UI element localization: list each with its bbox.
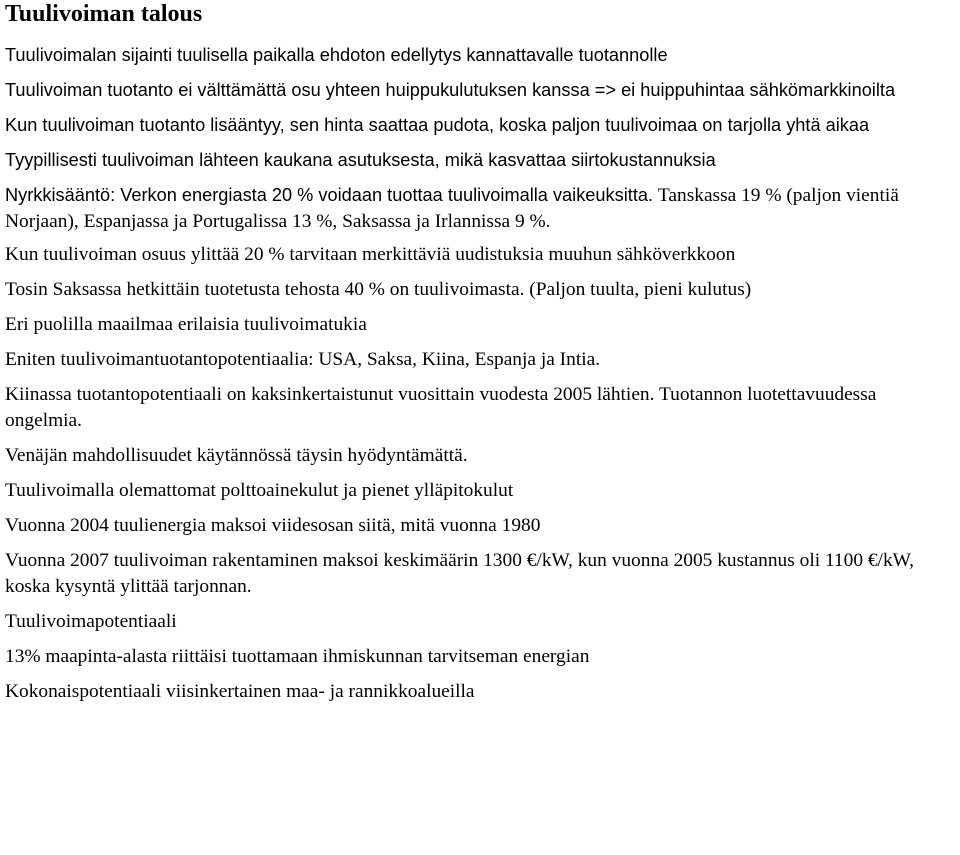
- rule-of-thumb-text: Nyrkkisääntö: Verkon energiasta 20 % voidaan tuottaa tuulivoimalla vaikeuksitta.: [5, 185, 654, 205]
- paragraph-potential-heading: Tuulivoimapotentiaali: [5, 611, 177, 632]
- paragraph-peak-demand: Tuulivoiman tuotanto ei välttämättä osu yhteen huippukulutuksen kanssa => ei huippuhintaa sähkömarkkinoilta: [5, 80, 896, 100]
- paragraph-location: Tuulivoimalan sijainti tuulisella paikalla ehdoton edellytys kannattavalle tuotannolle: [5, 45, 668, 65]
- paragraph-transmission-costs: Tyypillisesti tuulivoiman lähteen kaukana asutuksesta, mikä kasvattaa siirtokustannuksia: [5, 150, 716, 170]
- paragraph-2004-cost: Vuonna 2004 tuulienergia maksoi viidesosan siitä, mitä vuonna 1980: [5, 515, 541, 536]
- paragraph-top-potential: Eniten tuulivoimantuotantopotentiaalia: USA, Saksa, Kiina, Espanja ja Intia.: [5, 349, 601, 370]
- document-page: [5, 0, 955, 705]
- country-shares-text: Tanskassa 19 % (paljon vientiä Norjaan), Espanjassa ja Portugalissa 13 %, Saksassa ja Irlannissa 9 %.: [5, 185, 899, 232]
- germany-peak-text: Tosin Saksassa hetkittäin tuotetusta tehosta 40 % on tuulivoimasta.: [5, 279, 525, 300]
- paragraph-rule-of-thumb: [5, 182, 955, 235]
- paragraph-land-area: 13% maapinta-alasta riittäisi tuottamaan ihmiskunnan tarvitseman energian: [5, 646, 590, 667]
- paragraph-fuel-costs: Tuulivoimalla olemattomat polttoainekulut ja pienet ylläpitokulut: [5, 480, 514, 501]
- paragraph-2007-cost: Vuonna 2007 tuulivoiman rakentaminen maksoi keskimäärin 1300 €/kW, kun vuonna 2005 kustannus oli 1100 €/kW, koska kysyntä ylittää tarjonnan.: [5, 550, 915, 597]
- paragraph-subsidies: Eri puolilla maailmaa erilaisia tuulivoimatukia: [5, 314, 367, 335]
- paragraph-germany-peak: [5, 277, 955, 303]
- paragraph-china: Kiinassa tuotantopotentiaali on kaksinkertaistunut vuosittain vuodesta 2005 lähtien. Tuotannon luotettavuudessa ongelmia.: [5, 384, 877, 431]
- paragraph-russia: Venäjän mahdollisuudet käytännössä täysin hyödyntämättä.: [5, 445, 468, 466]
- page-title: Tuulivoiman talous: [5, 1, 203, 27]
- paragraph-total-potential: Kokonaispotentiaali viisinkertainen maa- ja rannikkoalueilla: [5, 681, 475, 702]
- germany-peak-note: (Paljon tuulta, pieni kulutus): [529, 279, 752, 300]
- paragraph-price-drop: Kun tuulivoiman tuotanto lisääntyy, sen hinta saattaa pudota, koska paljon tuulivoimaa on tarjolla yhtä aikaa: [5, 115, 870, 135]
- paragraph-grid-reform: Kun tuulivoiman osuus ylittää 20 % tarvitaan merkittäviä uudistuksia muuhun sähköverkkoon: [5, 244, 736, 265]
